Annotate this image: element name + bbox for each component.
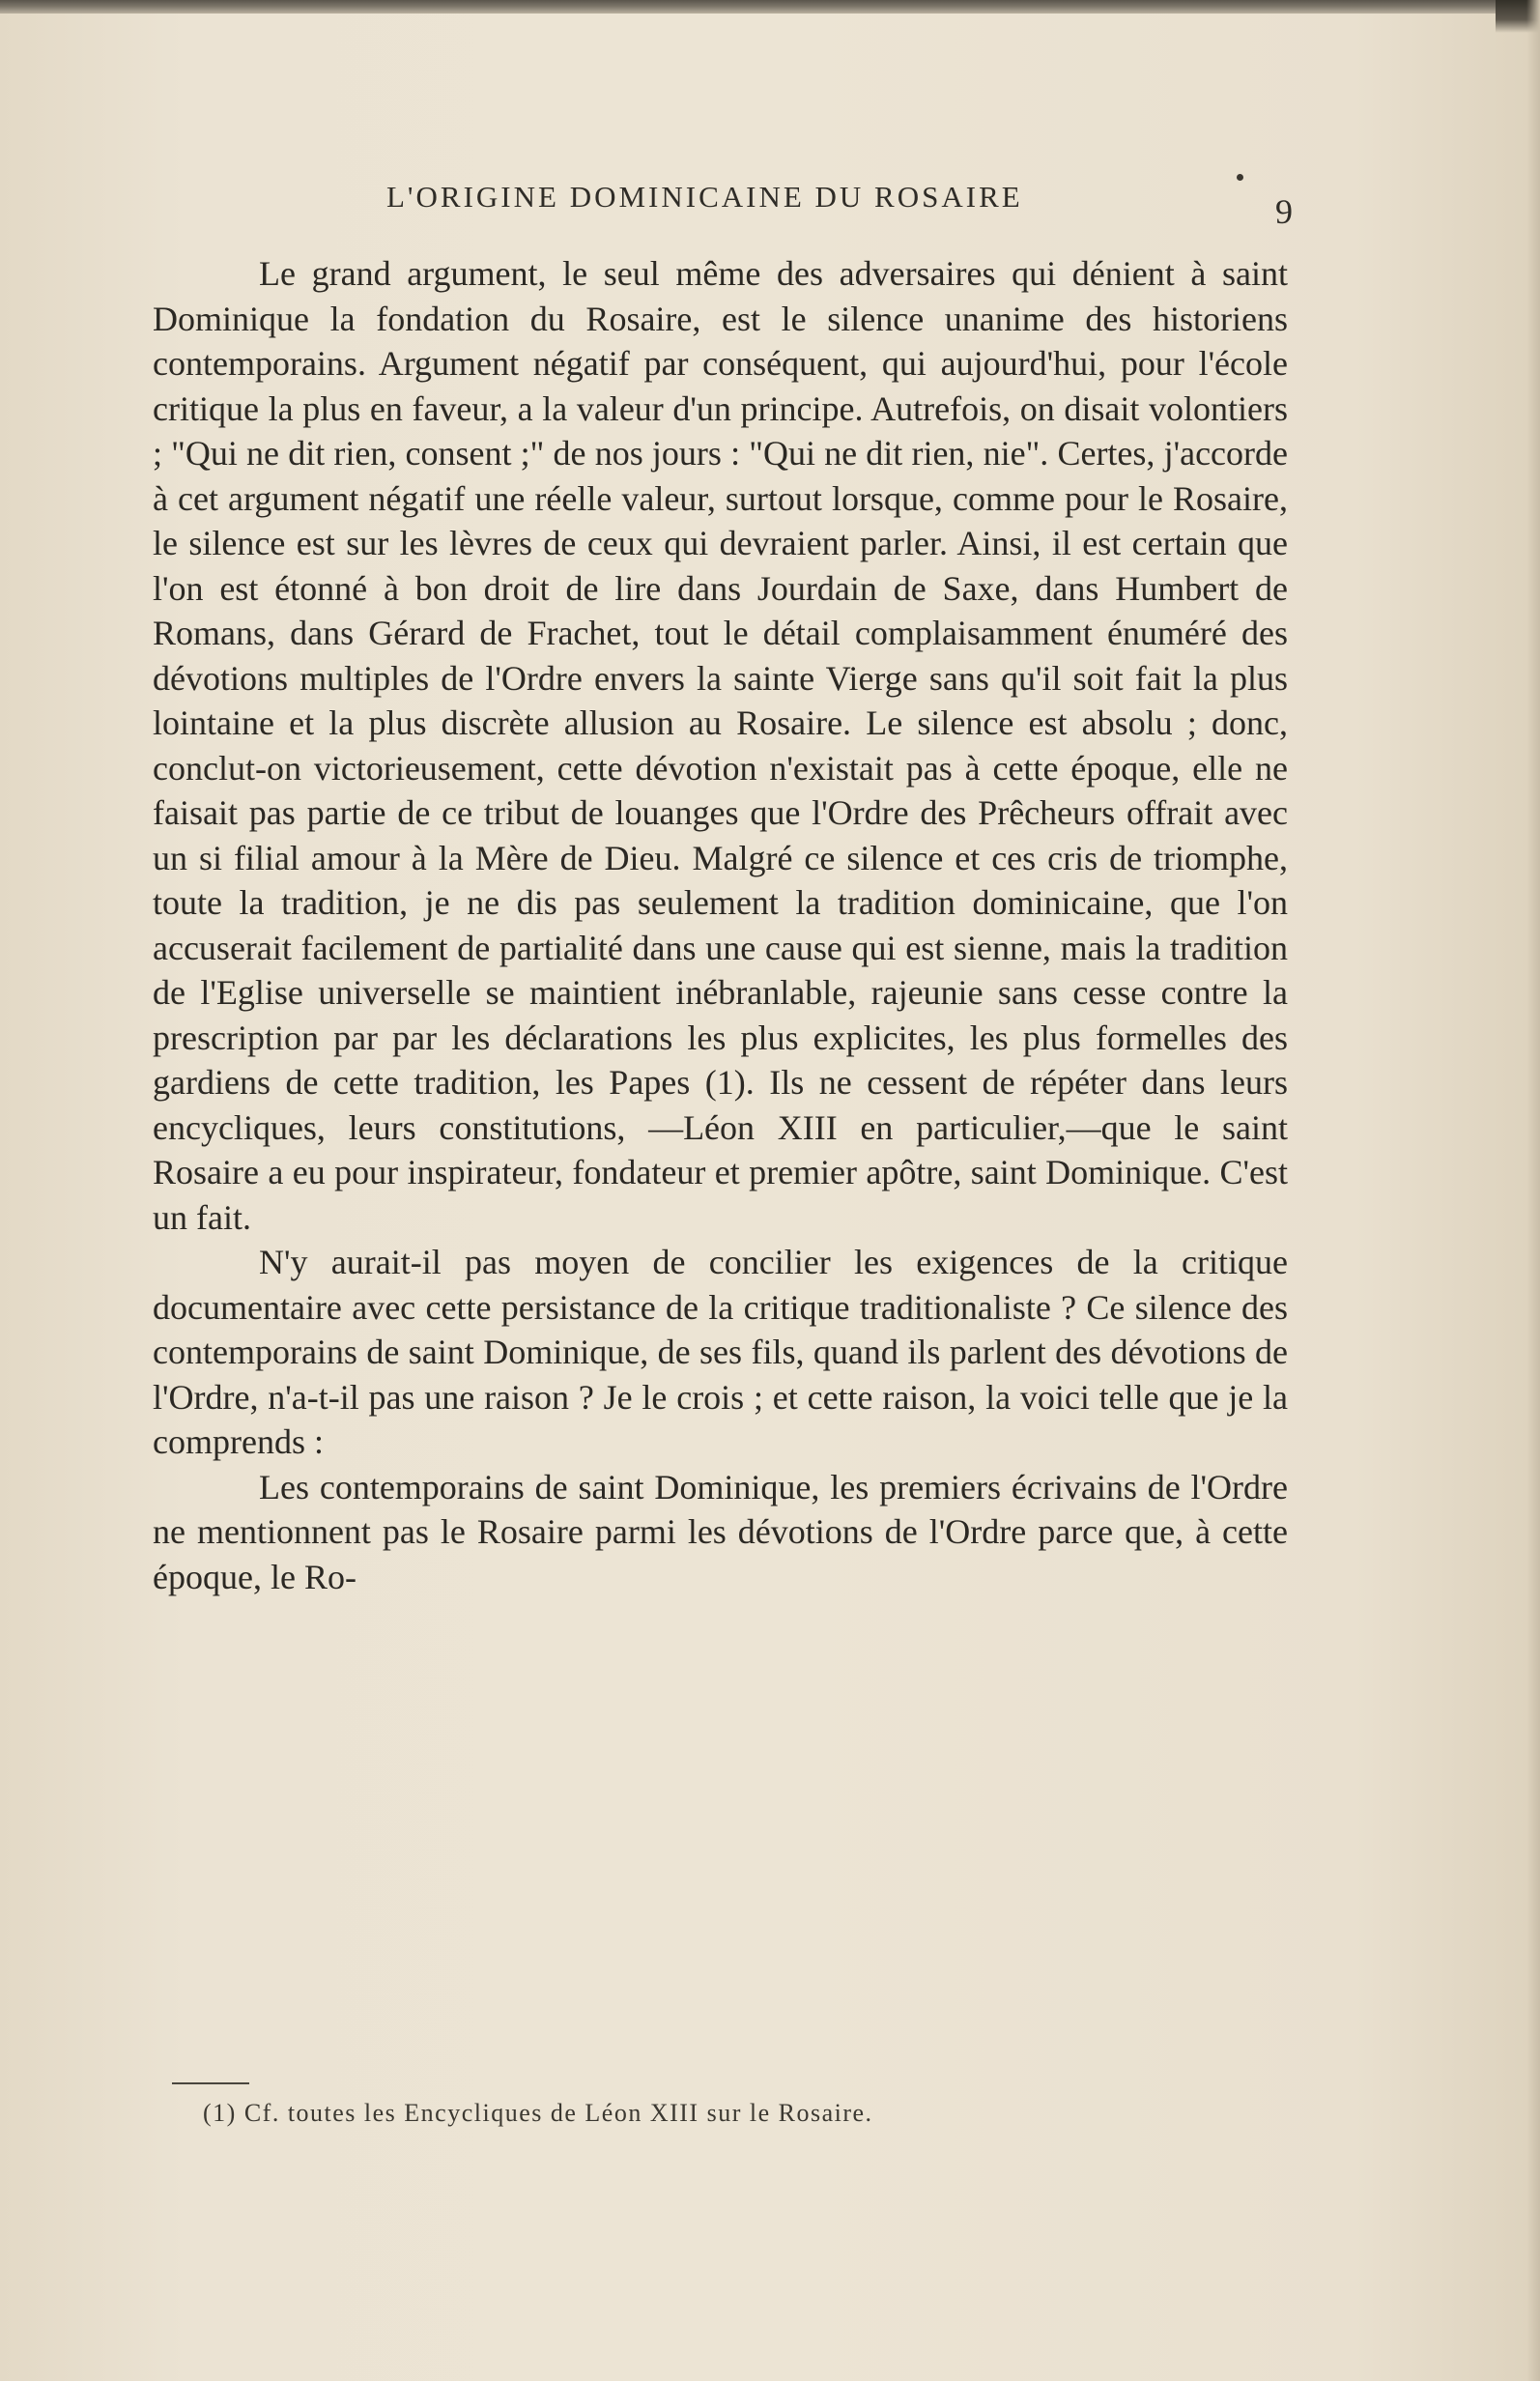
book-page — [145, 155, 1295, 2145]
print-dot-mark — [1237, 174, 1243, 181]
paragraph-2: N'y aurait-il pas moyen de concilier les exigences de la critique documentaire avec cette persistance de la critique traditionaliste ? Ce silence des contemporains de saint Dominique, de ses fils, quand ils parlent des dévotions de l'Ordre, n'a-t-il pas une raison ? Je le crois ; et cette raison, la voici telle que je la comprends : — [153, 1243, 1288, 1461]
body-text — [153, 251, 1288, 1599]
page-top-edge — [0, 0, 1540, 14]
paragraph-3: Les contemporains de saint Dominique, les premiers écrivains de l'Ordre ne mentionnent pas le Rosaire parmi les dévotions de l'Ordre parce que, à cette époque, le Ro- — [153, 1467, 1288, 1596]
running-title: L'ORIGINE DOMINICAINE DU ROSAIRE — [386, 180, 1023, 214]
page-number: 9 — [1275, 192, 1293, 231]
page-right-edge — [1526, 0, 1540, 2381]
footnote-rule — [172, 2082, 249, 2084]
footnote: (1) Cf. toutes les Encycliques de Léon XIII sur le Rosaire. — [203, 2099, 873, 2127]
paragraph-1: Le grand argument, le seul même des adversaires qui dénient à saint Dominique la fondation du Rosaire, est le silence unanime des historiens contemporains. Argument négatif par conséquent, qui aujourd'hui, pour l'école critique la plus en faveur, a la valeur d'un principe. Autrefois, on disait volontiers ; "Qui ne dit rien, consent ;" de nos jours : "Qui ne dit rien, nie". Certes, j'accorde à cet argument négatif une réelle valeur, surtout lorsque, comme pour le Rosaire, le silence est sur les lèvres de ceux qui devraient parler. Ainsi, il est certain que l'on est étonné à bon droit de lire dans Jourdain de Saxe, dans Humbert de Romans, dans Gérard de Frachet, tout le détail complaisamment énuméré des dévotions multiples de l'Ordre envers la sainte Vierge sans qu'il soit fait la plus lointaine et la plus discrète allusion au Rosaire. Le silence est absolu ; donc, conclut-on victorieusement, cette dévotion n'existait pas à cette époque, elle ne faisait pas partie de ce tribut de louanges que l'Ordre des Prêcheurs offrait avec un si filial amour à la Mère de Dieu. Malgré ce silence et ces cris de triomphe, toute la tradition, je ne dis pas seulement la tradition dominicaine, que l'on accuserait facilement de partialité dans une cause qui est sienne, mais la tradition de l'Eglise universelle se maintient inébranlable, rajeunie sans cesse contre la prescription par par les déclarations les plus explicites, les plus formelles des gardiens de cette tradition, les Papes (1). Ils ne cessent de répéter dans leurs encycliques, leurs constitutions, —Léon XIII en particulier,—que le saint Rosaire a eu pour inspirateur, fondateur et premier apôtre, saint Dominique. C'est un fait. — [153, 254, 1288, 1237]
